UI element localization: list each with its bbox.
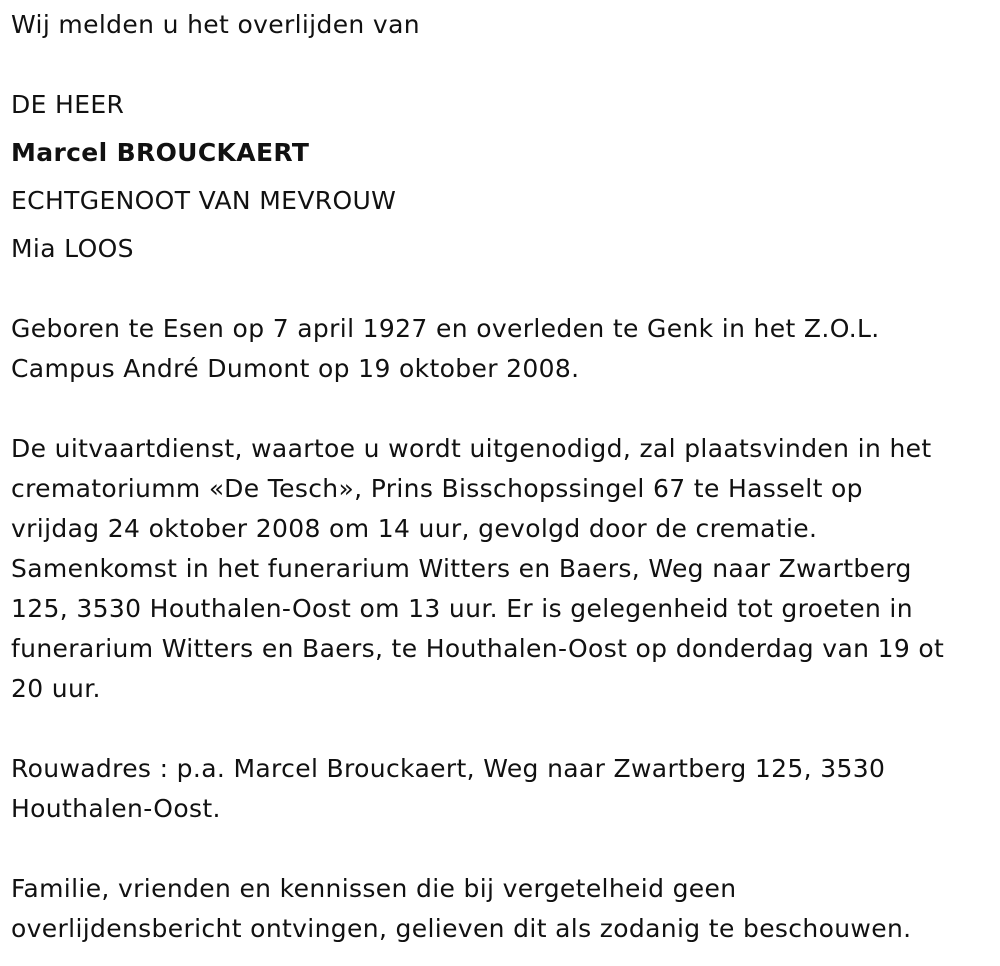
closing-line: overlijdensbericht ontvingen, gelieven dit als zodanig te beschouwen. [11,914,912,943]
address-line: Houthalen-Oost. [11,794,221,823]
ceremony-line: Samenkomst in het funerarium Witters en Baers, Weg naar Zwartberg [11,554,912,583]
spouse-name: Mia LOOS [11,234,134,263]
relation-label: ECHTGENOOT VAN MEVROUW [11,186,397,215]
ceremony-line: funerarium Witters en Baers, te Houthalen-Oost op donderdag van 19 ot [11,634,945,663]
ceremony-line: 125, 3530 Houthalen-Oost om 13 uur. Er is gelegenheid tot groeten in [11,594,913,623]
ceremony-line: vrijdag 24 oktober 2008 om 14 uur, gevolgd door de crematie. [11,514,818,543]
honorific: DE HEER [11,90,125,119]
birth-death-line-1: Geboren te Esen op 7 april 1927 en overleden te Genk in het Z.O.L. [11,314,880,343]
address-line: Rouwadres : p.a. Marcel Brouckaert, Weg naar Zwartberg 125, 3530 [11,754,886,783]
intro-text: Wij melden u het overlijden van [11,10,420,39]
ceremony-line: 20 uur. [11,674,101,703]
ceremony-line: De uitvaartdienst, waartoe u wordt uitgenodigd, zal plaatsvinden in het [11,434,932,463]
deceased-name: Marcel BROUCKAERT [11,138,310,167]
ceremony-line: crematoriumm «De Tesch», Prins Bisschopssingel 67 te Hasselt op [11,474,863,503]
birth-death-line-2: Campus André Dumont op 19 oktober 2008. [11,354,580,383]
closing-line: Familie, vrienden en kennissen die bij vergetelheid geen [11,874,737,903]
